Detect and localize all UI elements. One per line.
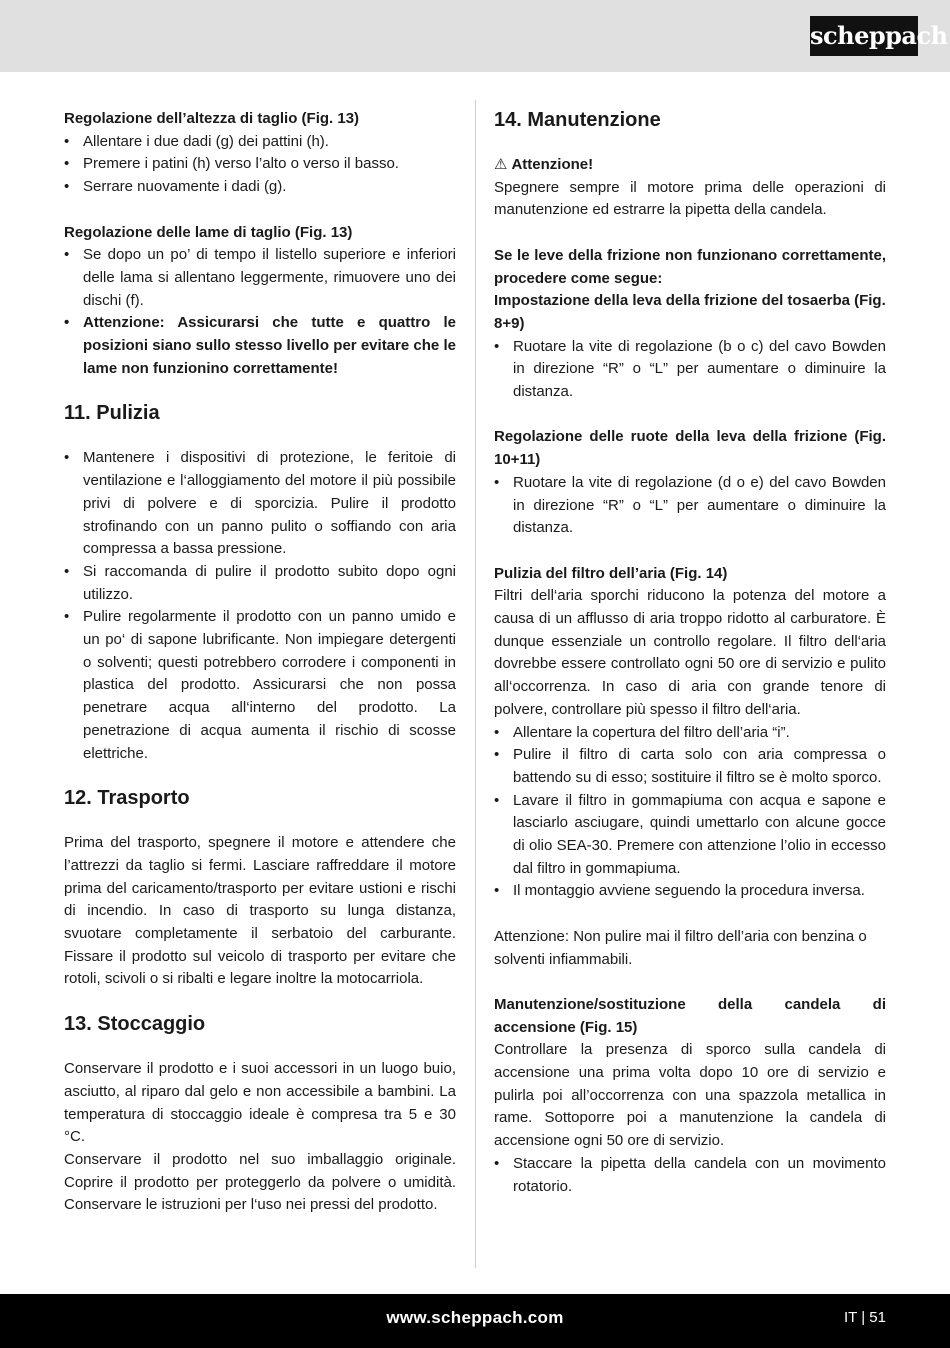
warning-heading bbox=[494, 154, 886, 177]
list-item: • Pulire regolarmente il prodotto con un panno umido e un po‘ di sapone lubrificante. Non impiegare detergenti o solventi; questi potrebbero corrodere i componenti in plastica del prodotto. Assicurarsi che non possa penetrare acqua all‘interno del prodotto. La penetrazione di acqua aumenta il rischio di scosse elettriche. bbox=[64, 606, 456, 765]
adj-blades-heading: Regolazione delle lame di taglio (Fig. 13) bbox=[64, 223, 353, 241]
adj-height-heading: Regolazione dell’altezza di taglio (Fig. 13) bbox=[64, 110, 360, 127]
clutch-subheading-2: Regolazione delle ruote della leva della frizione (Fig. 10+11) bbox=[494, 428, 886, 469]
adj-blades-list bbox=[64, 244, 456, 380]
list-item: • Staccare la pipetta della candela con un movimento rotatorio. bbox=[494, 1153, 886, 1198]
warning-heading-text: Attenzione! bbox=[511, 156, 594, 173]
storage-text-2: Conservare il prodotto nel suo imballaggio originale. Coprire il prodotto per proteggerlo da polvere o umidità. Conservare le istruzioni per l‘uso nei pressi del prodotto. bbox=[64, 1151, 456, 1214]
list-item: • Allentare i due dadi (g) dei pattini (h). bbox=[64, 131, 456, 154]
page-number: IT | 51 bbox=[844, 1309, 886, 1326]
list-item: • Ruotare la vite di regolazione (b o c) del cavo Bowden in direzione “R” o “L” per aumentare o diminuire la distanza. bbox=[494, 336, 886, 404]
adj-height-list bbox=[64, 131, 456, 199]
list-item: • Si raccomanda di pulire il prodotto subito dopo ogni utilizzo. bbox=[64, 561, 456, 606]
clutch-subheading-1: Impostazione della leva della frizione del tosaerba (Fig. 8+9) bbox=[494, 292, 886, 332]
list-item: • Ruotare la vite di regolazione (d o e) del cavo Bowden in direzione “R” o “L” per aumentare o diminuire la distanza. bbox=[494, 472, 886, 540]
transport-text: Prima del trasporto, spegnere il motore e attendere che l’attrezzi da taglio si fermi. Lasciare raffreddare il motore prima del caricamento/trasporto per evitare ustioni e rischi di incendio. In caso di trasporto su lunga distanza, svuotare completamente il serbatoio del carburante. Fissare il prodotto sul veicolo di trasporto per evitare che rotoli, scivoli o si ribalti e legare inoltre la motocarriola. bbox=[64, 834, 456, 988]
footer-bar bbox=[0, 1294, 950, 1348]
filter-list bbox=[494, 722, 886, 904]
list-item: • Mantenere i dispositivi di protezione, le feritoie di ventilazione e l‘alloggiamento del motore il più possibile privi di polvere e di sporcizia. Pulire il prodotto strofinando con un panno pulito o soffiando con aria compressa a bassa pressione. bbox=[64, 447, 456, 561]
spark-plug-list bbox=[494, 1153, 886, 1198]
section-14-title: 14. Manutenzione bbox=[494, 109, 661, 131]
list-item: • Allentare la copertura del filtro dell’aria “i”. bbox=[494, 722, 886, 745]
left-column bbox=[64, 108, 456, 1217]
warning-list-item: • Attenzione: Assicurarsi che tutte e quattro le posizioni siano sullo stesso livello per evitare che le lame non funzionino correttamente! bbox=[64, 312, 456, 380]
warning-text: Spegnere sempre il motore prima delle operazioni di manutenzione ed estrarre la pipetta della candela. bbox=[494, 178, 886, 219]
column-divider bbox=[475, 100, 476, 1268]
list-item: • Pulire il filtro di carta solo con aria compressa o battendo su di esso; sostituire il filtro se è molto sporco. bbox=[494, 744, 886, 789]
clutch-heading: Se le leve della frizione non funzionano correttamente, procedere come segue: bbox=[494, 246, 886, 287]
right-column bbox=[494, 108, 886, 1198]
storage-text-1: Conservare il prodotto e i suoi accessori in un luogo buio, asciutto, al riparo dal gelo e non accessibile a bambini. La temperatura di stoccaggio ideale è compresa tra 5 e 30 °C. bbox=[64, 1060, 456, 1146]
footer-website-link[interactable]: www.scheppach.com bbox=[386, 1308, 564, 1327]
filter-warning-2: solventi infiammabili. bbox=[494, 950, 633, 968]
list-item: • Lavare il filtro in gommapiuma con acqua e sapone e lasciarlo asciugare, quindi umettarlo con alcune gocce di olio SEA-30. Premere con attenzione l’olio in eccesso dal filtro in gommapiuma. bbox=[494, 790, 886, 881]
scheppach-logo: scheppach bbox=[810, 16, 918, 56]
filter-heading: Pulizia del filtro dell’aria (Fig. 14) bbox=[494, 564, 728, 582]
section-13-title: 13. Stoccaggio bbox=[64, 1013, 206, 1036]
filter-warning-1: Attenzione: Non pulire mai il filtro dell’aria con benzina o bbox=[494, 927, 867, 945]
clutch-list-2 bbox=[494, 472, 886, 540]
header-band bbox=[0, 0, 950, 72]
list-item: • Serrare nuovamente i dadi (g). bbox=[64, 176, 456, 199]
section-11-title: 11. Pulizia bbox=[64, 402, 160, 425]
spark-plug-heading: Manutenzione/sostituzione della candela di accensione (Fig. 15) bbox=[494, 995, 886, 1036]
section-12-title: 12. Trasporto bbox=[64, 787, 190, 810]
list-item: • Se dopo un po’ di tempo il listello superiore e inferiori delle lama si allentano leggermente, rimuovere uno dei dischi (f). bbox=[64, 244, 456, 312]
cleaning-list bbox=[64, 447, 456, 765]
warning-triangle-icon: ⚠ bbox=[494, 156, 508, 173]
clutch-list-1 bbox=[494, 336, 886, 404]
spark-plug-text: Controllare la presenza di sporco sulla candela di accensione una prima volta dopo 10 ore di servizio e pulirla poi all’occorrenza con una spazzola metallica in rame. Sottoporre poi a manutenzione la candela di accensione ogni 50 ore di servizio. bbox=[494, 1041, 886, 1150]
list-item: • Il montaggio avviene seguendo la procedura inversa. bbox=[494, 880, 886, 903]
filter-text: Filtri dell‘aria sporchi riducono la potenza del motore a causa di un afflusso di aria troppo ridotto al carburatore. È dunque essenziale un controllo regolare. Il filtro dell‘aria dovrebbe essere controllato ogni 50 ore di servizio e pulito all‘occorrenza. In caso di aria con grande tenore di polvere, controllare più spesso il filtro dell‘aria. bbox=[494, 587, 886, 718]
list-item: • Premere i patini (h) verso l’alto o verso il basso. bbox=[64, 153, 456, 176]
